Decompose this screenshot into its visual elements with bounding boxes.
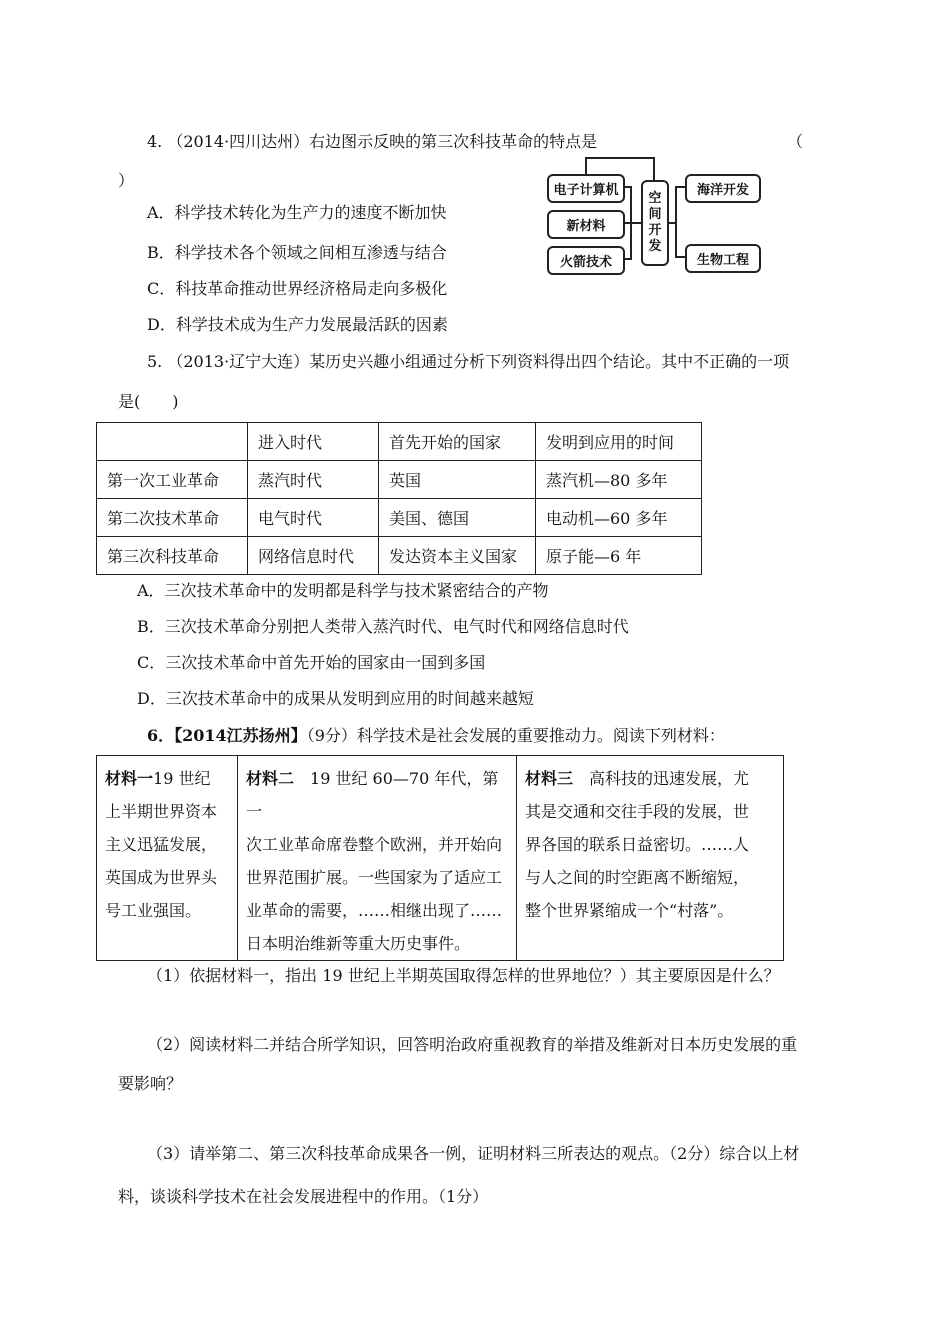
space-char: 开	[648, 223, 662, 238]
q5-stem-line2: 是( )	[118, 392, 179, 411]
q4-stem: 4. （2014·四川达州）右边图示反映的第三次科技革命的特点是	[147, 132, 598, 151]
diagram-line	[623, 222, 641, 224]
q6-sub2-line1: （2）阅读材料二并结合所学知识，回答明治政府重视教育的举措及维新对日本历史发展的重	[147, 1035, 798, 1054]
q4-paren-open: （	[787, 132, 804, 151]
material-line: 高科技的迅速发展，尤	[573, 769, 750, 788]
material-line: 上半期世界资本	[105, 802, 218, 821]
table-cell: 电气时代	[248, 499, 379, 537]
q4-paren-close: ）	[118, 171, 135, 190]
table-cell	[97, 423, 248, 461]
diagram-box-ocean: 海洋开发	[685, 174, 761, 203]
diagram-line	[585, 157, 587, 175]
material-two-cell	[238, 756, 517, 961]
table-cell: 发明到应用的时间	[536, 423, 702, 461]
material-line: 号工业强国。	[105, 901, 202, 920]
q5-option-b: B．三次技术革命分别把人类带入蒸汽时代、电气时代和网络信息时代	[137, 617, 629, 636]
q5-option-c: C．三次技术革命中首先开始的国家由一国到多国	[137, 653, 486, 672]
q6-header	[147, 723, 725, 746]
diagram-line	[675, 256, 685, 258]
material-line: 界各国的联系日益密切。……人	[525, 835, 750, 854]
space-char: 间	[648, 207, 662, 222]
diagram-line	[630, 186, 632, 260]
table-cell: 发达资本主义国家	[379, 537, 536, 575]
table-row	[97, 756, 784, 961]
table-cell: 蒸汽时代	[248, 461, 379, 499]
table-cell: 蒸汽机—80 多年	[536, 461, 702, 499]
q6-intro: 科学技术是社会发展的重要推动力。阅读下列材料：	[356, 726, 725, 745]
q6-number: 6．	[147, 726, 175, 745]
table-cell: 首先开始的国家	[379, 423, 536, 461]
table-cell: 美国、德国	[379, 499, 536, 537]
material-label: 材料二	[246, 769, 295, 788]
table-cell: 第二次技术革命	[97, 499, 248, 537]
material-line: 次工业革命席卷整个欧洲，并开始向	[246, 835, 503, 854]
material-line: 19 世纪	[153, 769, 211, 788]
diagram-box-computer: 电子计算机	[547, 174, 625, 203]
table-row	[97, 537, 702, 575]
material-three-cell	[517, 756, 784, 961]
material-line: 业革命的需要，……相继出现了……	[246, 901, 503, 920]
q5-table	[96, 422, 702, 575]
table-cell: 电动机—60 多年	[536, 499, 702, 537]
space-char: 发	[648, 239, 662, 254]
table-cell: 进入时代	[248, 423, 379, 461]
q6-score: （9分）	[306, 726, 357, 745]
table-row	[97, 461, 702, 499]
q4-option-b: B．科学技术各个领域之间相互渗透与结合	[147, 243, 447, 262]
table-cell: 原子能—6 年	[536, 537, 702, 575]
material-line: 主义迅猛发展，	[105, 835, 218, 854]
q4-option-c: C．科技革命推动世界经济格局走向多极化	[147, 279, 448, 298]
diagram-box-bio: 生物工程	[685, 244, 761, 273]
q6-material-table	[96, 755, 784, 961]
material-line: 与人之间的时空距离不断缩短，	[525, 868, 750, 887]
table-row	[97, 423, 702, 461]
diagram-line	[585, 157, 655, 159]
q5-option-a: A．三次技术革命中的发明都是科学与技术紧密结合的产物	[137, 581, 549, 600]
q5-stem-line1: 5. （2013·辽宁大连）某历史兴趣小组通过分析下列资料得出四个结论。其中不正确的一项	[147, 352, 790, 371]
material-line: 19 世纪 60—70 年代，第一	[246, 769, 499, 821]
material-one-cell	[97, 756, 238, 961]
diagram-box-space	[641, 180, 669, 266]
material-label: 材料一	[105, 769, 154, 788]
q6-sub3-line2: 料，谈谈科学技术在社会发展进程中的作用。（1分）	[118, 1187, 489, 1206]
diagram-box-rocket: 火箭技术	[547, 246, 625, 275]
q6-sub1: （1）依据材料一，指出 19 世纪上半期英国取得怎样的世界地位？）其主要原因是什么？	[147, 966, 780, 985]
table-cell: 第一次工业革命	[97, 461, 248, 499]
diagram-line	[675, 186, 677, 258]
q4-option-d: D．科学技术成为生产力发展最活跃的因素	[147, 315, 448, 334]
q6-sub3-line1: （3）请举第二、第三次科技革命成果各一例，证明材料三所表达的观点。（2分）综合以上材	[147, 1144, 800, 1163]
material-line: 英国成为世界头	[105, 868, 218, 887]
table-cell: 英国	[379, 461, 536, 499]
q4-option-a: A．科学技术转化为生产力的速度不断加快	[147, 203, 447, 222]
q6-sub2-line2: 要影响？	[118, 1074, 183, 1093]
diagram-line	[653, 157, 655, 181]
material-line: 整个世界紧缩成一个“村落”。	[525, 901, 734, 920]
q5-option-d: D．三次技术革命中的成果从发明到应用的时间越来越短	[137, 689, 534, 708]
material-line: 其是交通和交往手段的发展，世	[525, 802, 750, 821]
table-cell: 网络信息时代	[248, 537, 379, 575]
table-cell: 第三次科技革命	[97, 537, 248, 575]
space-char: 空	[648, 191, 662, 206]
diagram-box-new-material: 新材料	[547, 210, 625, 239]
material-line: 世界范围扩展。一些国家为了适应工	[246, 868, 503, 887]
table-row	[97, 499, 702, 537]
q6-source: 【2014江苏扬州】	[174, 726, 307, 745]
material-label: 材料三	[525, 769, 574, 788]
material-line: 日本明治维新等重大历史事件。	[246, 934, 471, 953]
diagram-line	[675, 186, 685, 188]
